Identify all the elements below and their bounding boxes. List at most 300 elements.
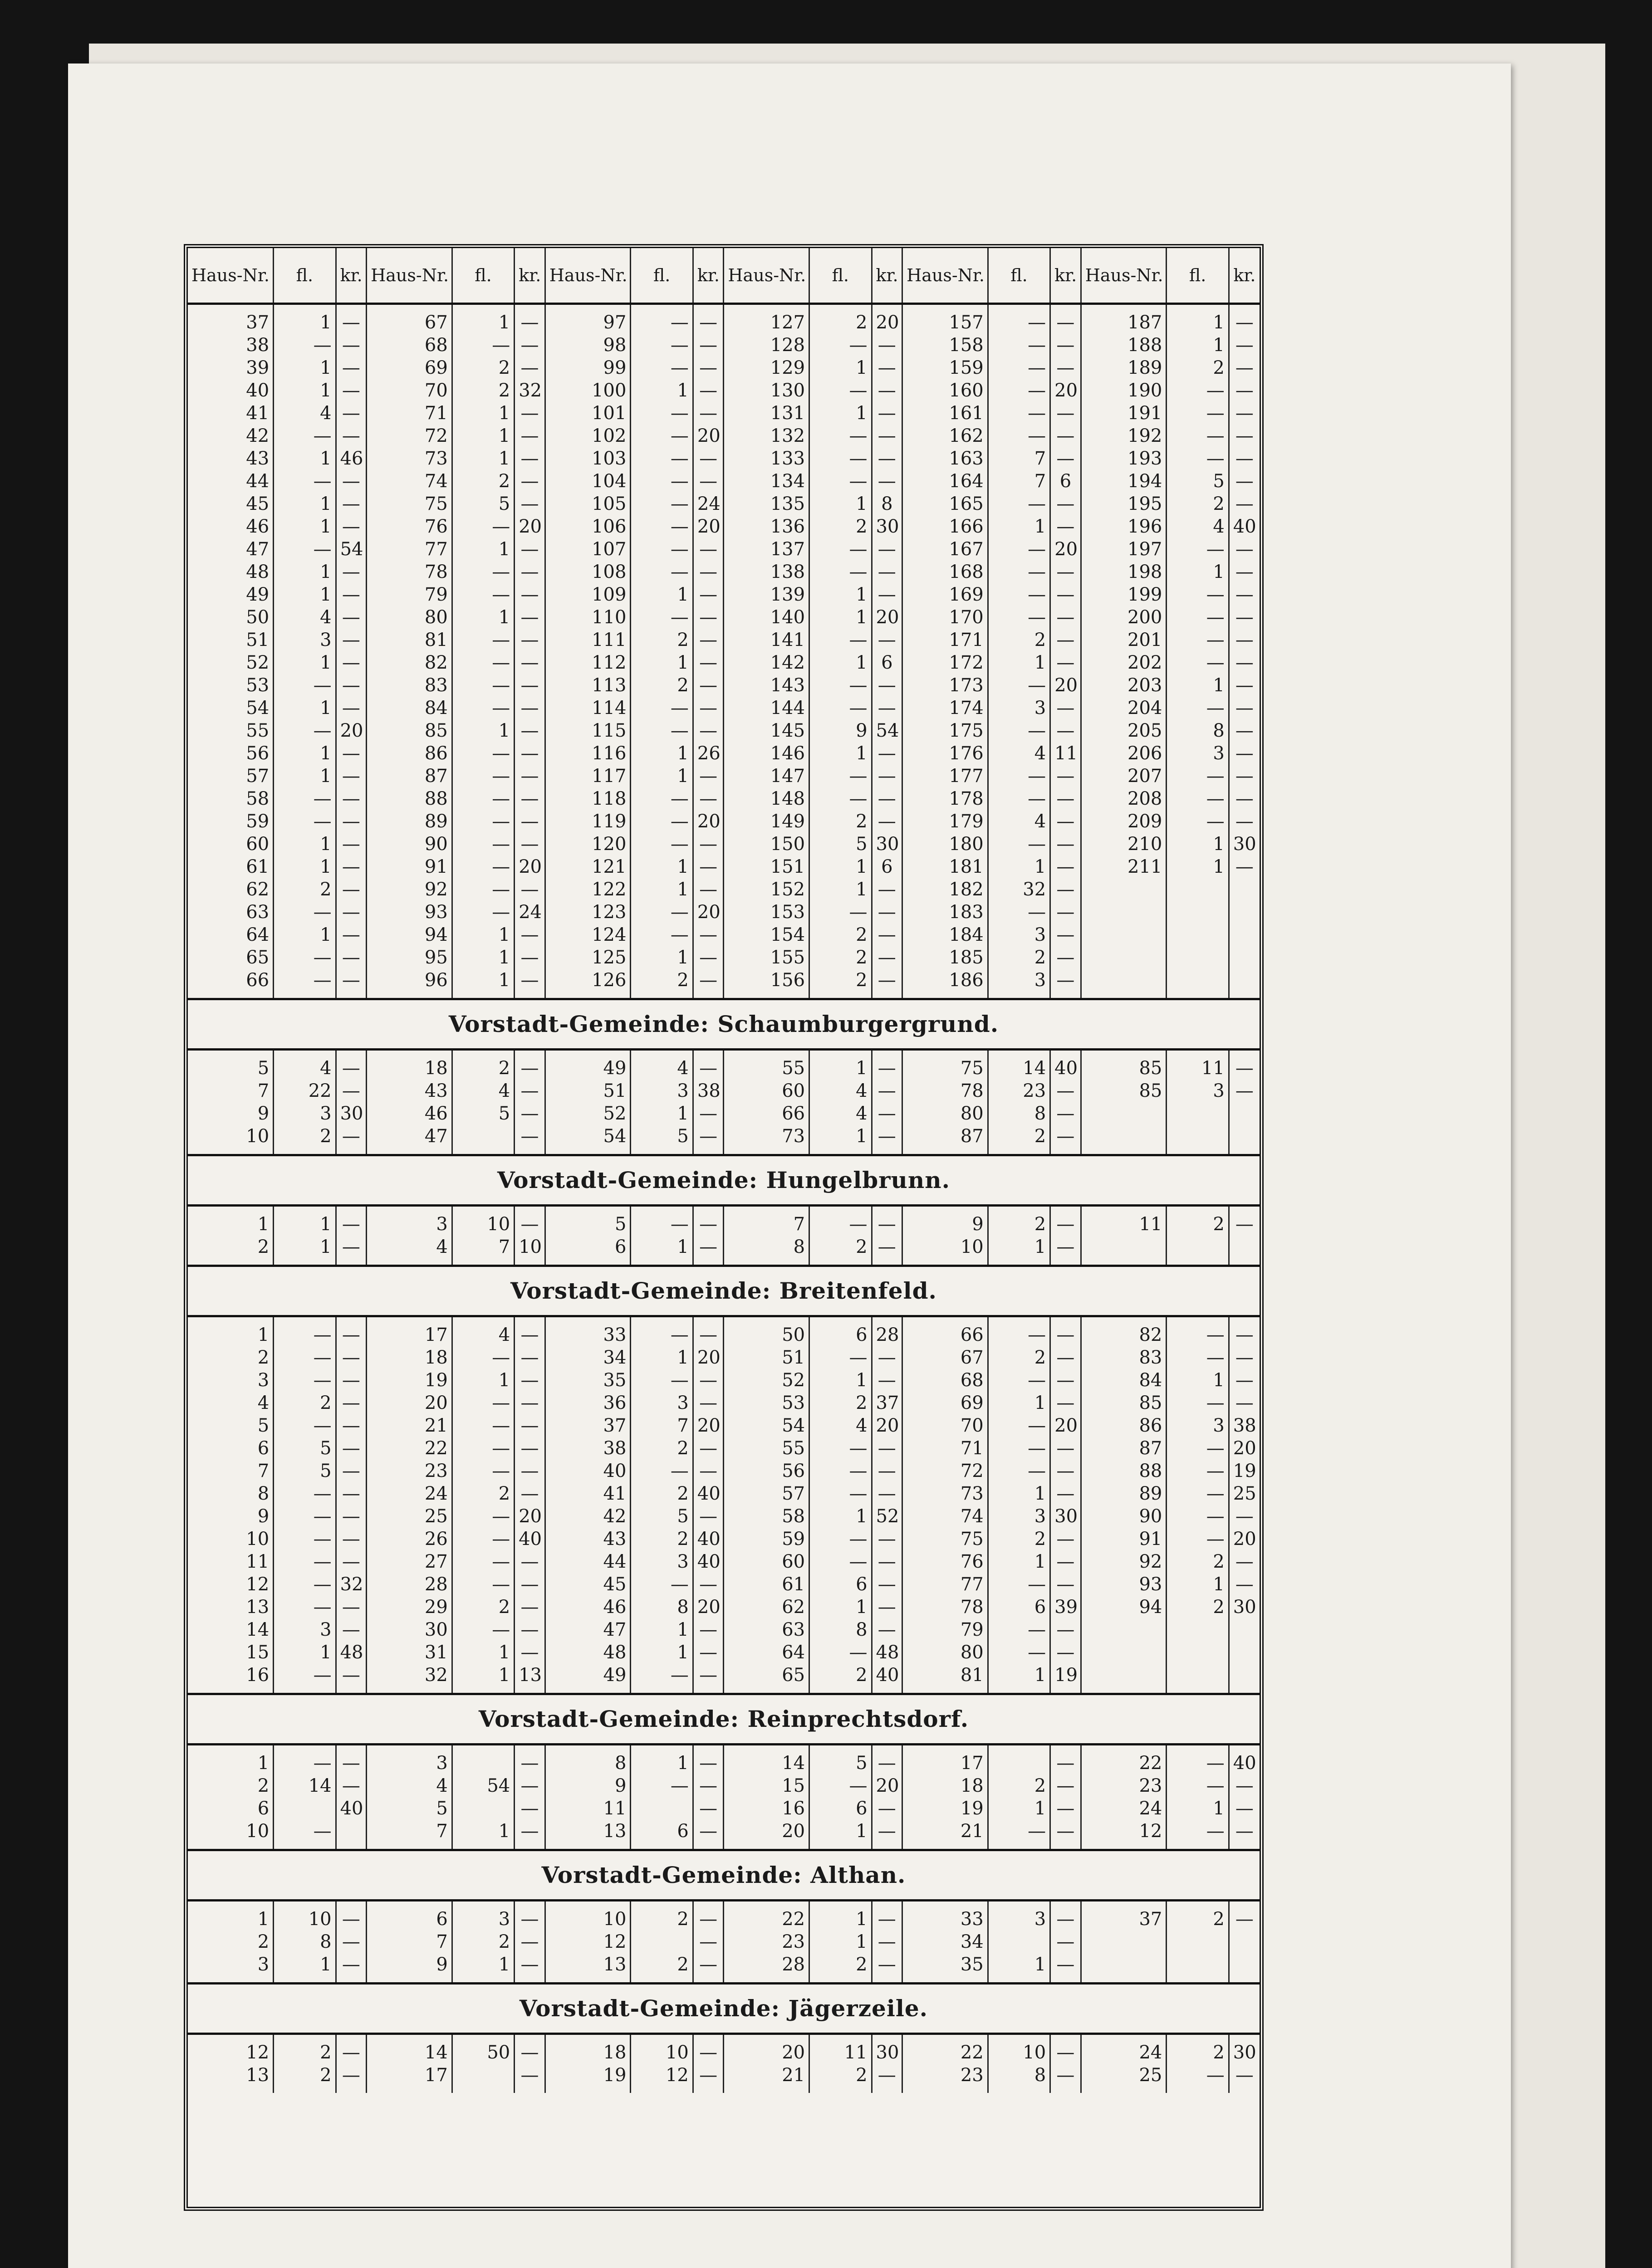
gulden-cell: — [452, 1573, 514, 1596]
kreuzer-cell [1229, 969, 1260, 992]
kreuzer-cell: — [872, 787, 902, 810]
kreuzer-cell: — [872, 1213, 902, 1236]
spacer-cell [188, 1901, 274, 1908]
gulden-cell: — [452, 583, 514, 606]
house-number-cell: 40 [246, 380, 270, 401]
kreuzer-cell: 38 [1229, 1414, 1260, 1437]
kreuzer-cell: — [336, 1414, 367, 1437]
house-number-cell: 15 [246, 1642, 270, 1663]
spacer-row [188, 2087, 1260, 2093]
table-row [188, 1482, 1260, 1505]
house-number-cell: 168 [902, 561, 988, 583]
gulden-cell: — [631, 787, 693, 810]
kreuzer-cell: — [1229, 1820, 1260, 1843]
gulden-cell: — [274, 810, 336, 833]
gulden-cell: 1 [1167, 334, 1229, 357]
kreuzer-cell: — [1050, 1213, 1081, 1236]
spacer-cell [1081, 2034, 1167, 2042]
spacer-cell [545, 2087, 631, 2093]
kreuzer-cell: — [1050, 1460, 1081, 1482]
house-number-cell: 6 [257, 1438, 270, 1459]
kreuzer-cell: 20 [693, 1414, 724, 1437]
spacer-cell [367, 1050, 452, 1057]
house-number-cell: 8 [724, 1236, 809, 1258]
kreuzer-cell: — [872, 583, 902, 606]
spacer-cell [1167, 1258, 1229, 1266]
house-number-cell: 80 [902, 1641, 988, 1664]
gulden-cell: — [988, 1414, 1050, 1437]
kreuzer-cell: — [336, 1664, 367, 1686]
gulden-cell: 2 [274, 1125, 336, 1148]
spacer-cell [545, 1686, 631, 1694]
house-number-cell: 84 [367, 697, 452, 719]
gulden-cell: — [631, 515, 693, 538]
house-number-cell: 60 [246, 834, 270, 855]
kreuzer-cell: — [872, 1125, 902, 1148]
house-number-cell: 28 [724, 1953, 809, 1976]
gulden-cell: — [452, 674, 514, 697]
house-number-cell: 4 [257, 1393, 270, 1413]
kreuzer-cell: — [693, 1437, 724, 1460]
table-row [188, 1641, 1260, 1664]
house-number-cell: 37 [246, 312, 270, 333]
table-row [188, 425, 1260, 447]
kreuzer-cell: — [515, 629, 545, 651]
house-number-cell: 9 [257, 1103, 270, 1124]
spacer-cell [1229, 1258, 1260, 1266]
gulden-cell: 2 [1167, 1596, 1229, 1618]
house-number-cell: 24 [367, 1482, 452, 1505]
house-number-cell: 7 [724, 1213, 809, 1236]
house-number-cell: 22 [367, 1437, 452, 1460]
kreuzer-cell: — [515, 606, 545, 629]
spacer-cell [274, 992, 336, 999]
table-row [188, 810, 1260, 833]
house-number-cell: 58 [246, 788, 270, 809]
kreuzer-cell: — [1050, 1369, 1081, 1392]
house-number-cell: 10 [246, 1529, 270, 1549]
spacer-cell [336, 1258, 367, 1266]
gulden-cell: 14 [988, 1057, 1050, 1080]
spacer-cell [274, 1206, 336, 1213]
kreuzer-cell: — [515, 2064, 545, 2087]
house-number-cell: 88 [1081, 1460, 1167, 1482]
house-number-cell: 98 [545, 334, 631, 357]
house-number-cell: 42 [246, 425, 270, 446]
gulden-cell: 6 [988, 1596, 1050, 1618]
table-row [188, 1346, 1260, 1369]
spacer-cell [1081, 1316, 1167, 1324]
house-number-cell: 14 [246, 1619, 270, 1640]
kreuzer-cell: — [872, 1102, 902, 1125]
house-number-cell: 94 [1081, 1596, 1167, 1618]
kreuzer-cell: — [1050, 334, 1081, 357]
gulden-cell: 1 [274, 357, 336, 379]
kreuzer-cell: — [872, 402, 902, 425]
kreuzer-cell: 20 [515, 855, 545, 878]
gulden-cell: — [1167, 606, 1229, 629]
column-header: kr. [1229, 248, 1260, 304]
spacer-cell [988, 1901, 1050, 1908]
spacer-cell [274, 2034, 336, 2042]
kreuzer-cell: — [1229, 1213, 1260, 1236]
house-number-cell: 153 [724, 901, 809, 924]
spacer-cell [724, 1148, 809, 1155]
tax-table-frame [184, 244, 1264, 2211]
gulden-cell [988, 1931, 1050, 1953]
gulden-cell: — [809, 447, 872, 470]
kreuzer-cell: — [336, 1908, 367, 1931]
gulden-cell: 1 [809, 855, 872, 878]
kreuzer-cell: — [336, 1752, 367, 1774]
house-number-cell: 55 [724, 1437, 809, 1460]
gulden-cell: — [809, 379, 872, 402]
gulden-cell: 3 [988, 1505, 1050, 1528]
house-number-cell: 111 [545, 629, 631, 651]
kreuzer-cell [1229, 901, 1260, 924]
gulden-cell: — [274, 787, 336, 810]
gulden-cell: — [631, 311, 693, 334]
kreuzer-cell: — [872, 969, 902, 992]
gulden-cell [1167, 1102, 1229, 1125]
gulden-cell: 1 [452, 969, 514, 992]
spacer-cell [809, 1316, 872, 1324]
spacer-cell [902, 1050, 988, 1057]
gulden-cell: — [274, 1346, 336, 1369]
gulden-cell: — [452, 878, 514, 901]
spacer-row [188, 2034, 1260, 2042]
house-tax-table [188, 248, 1260, 2093]
house-number-cell: 51 [545, 1080, 631, 1102]
section-title-row [188, 1155, 1260, 1206]
gulden-cell: 1 [809, 1931, 872, 1953]
kreuzer-cell: — [1050, 697, 1081, 719]
house-number-cell: 64 [246, 924, 270, 945]
kreuzer-cell: — [515, 924, 545, 946]
gulden-cell: 3 [631, 1080, 693, 1102]
house-number-cell: 179 [902, 810, 988, 833]
spacer-cell [515, 1050, 545, 1057]
gulden-cell: 2 [988, 1528, 1050, 1550]
house-number-cell: 5 [257, 1058, 270, 1079]
spacer-row [188, 1686, 1260, 1694]
gulden-cell: 1 [274, 515, 336, 538]
house-number-cell: 24 [1081, 2041, 1167, 2064]
table-row [188, 379, 1260, 402]
gulden-cell: 7 [631, 1414, 693, 1437]
gulden-cell: — [631, 1324, 693, 1346]
spacer-row [188, 1901, 1260, 1908]
kreuzer-cell: — [1229, 1774, 1260, 1797]
spacer-cell [274, 1316, 336, 1324]
gulden-cell [1167, 946, 1229, 969]
spacer-cell [452, 1258, 514, 1266]
kreuzer-cell: — [1229, 787, 1260, 810]
house-number-cell: 62 [724, 1596, 809, 1618]
kreuzer-cell: — [693, 833, 724, 855]
kreuzer-cell: 19 [1050, 1664, 1081, 1686]
gulden-cell: 11 [809, 2041, 872, 2064]
house-number-cell: 9 [902, 1213, 988, 1236]
spacer-cell [336, 1901, 367, 1908]
gulden-cell: 5 [809, 833, 872, 855]
table-row [188, 2041, 1260, 2064]
gulden-cell: 5 [631, 1505, 693, 1528]
kreuzer-cell: — [872, 1236, 902, 1258]
kreuzer-cell: — [872, 1057, 902, 1080]
kreuzer-cell: — [515, 583, 545, 606]
gulden-cell: 1 [452, 538, 514, 561]
gulden-cell: 1 [274, 583, 336, 606]
spacer-cell [809, 1206, 872, 1213]
spacer-cell [809, 1976, 872, 1984]
spacer-cell [1081, 1843, 1167, 1850]
spacer-cell [452, 1206, 514, 1213]
kreuzer-cell: 40 [693, 1550, 724, 1573]
house-number-cell: 122 [545, 878, 631, 901]
gulden-cell: — [452, 1346, 514, 1369]
house-number-cell [1081, 1618, 1167, 1641]
house-number-cell: 79 [902, 1618, 988, 1641]
kreuzer-cell: — [336, 1505, 367, 1528]
house-number-cell: 78 [902, 1596, 988, 1618]
spacer-cell [902, 304, 988, 312]
kreuzer-cell: 20 [1229, 1437, 1260, 1460]
gulden-cell: 1 [274, 1213, 336, 1236]
kreuzer-cell: — [515, 1346, 545, 1369]
house-number-cell: 66 [724, 1102, 809, 1125]
gulden-cell: 3 [988, 924, 1050, 946]
gulden-cell: 1 [809, 742, 872, 765]
table-row [188, 1213, 1260, 1236]
house-number-cell: 53 [724, 1392, 809, 1414]
kreuzer-cell [1229, 1618, 1260, 1641]
house-number-cell: 211 [1081, 855, 1167, 878]
kreuzer-cell: 24 [515, 901, 545, 924]
house-number-cell: 23 [1081, 1774, 1167, 1797]
house-number-cell: 117 [545, 765, 631, 787]
house-number-cell: 6 [257, 1798, 270, 1819]
gulden-cell: — [1167, 402, 1229, 425]
house-number-cell: 46 [545, 1596, 631, 1618]
gulden-cell: — [1167, 447, 1229, 470]
spacer-cell [452, 2087, 514, 2093]
gulden-cell: — [274, 334, 336, 357]
house-number-cell: 67 [367, 311, 452, 334]
house-number-cell: 76 [367, 515, 452, 538]
kreuzer-cell: — [515, 719, 545, 742]
spacer-row [188, 1206, 1260, 1213]
kreuzer-cell: 40 [1229, 515, 1260, 538]
gulden-cell: 1 [274, 651, 336, 674]
table-row [188, 538, 1260, 561]
spacer-cell [1081, 1976, 1167, 1984]
kreuzer-cell: — [693, 1125, 724, 1148]
spacer-cell [1050, 1206, 1081, 1213]
house-number-cell: 66 [246, 970, 270, 991]
gulden-cell: 2 [1167, 1213, 1229, 1236]
gulden-cell: 12 [631, 2064, 693, 2087]
spacer-cell [872, 1316, 902, 1324]
gulden-cell: 1 [988, 1482, 1050, 1505]
spacer-cell [902, 1745, 988, 1752]
spacer-cell [988, 1843, 1050, 1850]
spacer-cell [902, 1148, 988, 1155]
house-number-cell: 21 [902, 1820, 988, 1843]
kreuzer-cell [1229, 1641, 1260, 1664]
kreuzer-cell: — [1050, 1931, 1081, 1953]
spacer-cell [631, 304, 693, 312]
house-number-cell: 37 [1081, 1908, 1167, 1931]
spacer-row [188, 1148, 1260, 1155]
gulden-cell: 1 [809, 1125, 872, 1148]
kreuzer-cell: — [693, 878, 724, 901]
gulden-cell [1167, 1618, 1229, 1641]
kreuzer-cell: — [336, 651, 367, 674]
gulden-cell: 1 [1167, 311, 1229, 334]
column-header: Haus-Nr. [1081, 248, 1167, 304]
kreuzer-cell [1229, 1236, 1260, 1258]
kreuzer-cell: — [1229, 311, 1260, 334]
kreuzer-cell: — [515, 1482, 545, 1505]
gulden-cell: 1 [274, 379, 336, 402]
spacer-cell [724, 1686, 809, 1694]
house-number-cell: 1 [257, 1214, 270, 1235]
kreuzer-cell: — [515, 674, 545, 697]
section-title: Vorstadt-Gemeinde: Hungelbrunn. [188, 1155, 1260, 1206]
gulden-cell: — [809, 1346, 872, 1369]
gulden-cell: — [988, 606, 1050, 629]
column-header: kr. [1050, 248, 1081, 304]
spacer-cell [724, 1050, 809, 1057]
kreuzer-cell: 30 [1050, 1505, 1081, 1528]
table-row [188, 1573, 1260, 1596]
house-number-cell: 62 [246, 879, 270, 900]
kreuzer-cell: — [1229, 765, 1260, 787]
kreuzer-cell: — [872, 447, 902, 470]
house-number-cell: 45 [246, 494, 270, 514]
spacer-cell [188, 1745, 274, 1752]
gulden-cell: — [631, 901, 693, 924]
house-number-cell: 8 [545, 1752, 631, 1774]
gulden-cell: 3 [988, 697, 1050, 719]
gulden-cell: 1 [274, 833, 336, 855]
spacer-cell [631, 2034, 693, 2042]
spacer-cell [724, 2087, 809, 2093]
kreuzer-cell: — [336, 1346, 367, 1369]
gulden-cell: 2 [809, 1392, 872, 1414]
kreuzer-cell: — [1050, 651, 1081, 674]
house-number-cell: 68 [902, 1369, 988, 1392]
spacer-cell [872, 1745, 902, 1752]
spacer-cell [872, 1148, 902, 1155]
gulden-cell: — [809, 561, 872, 583]
gulden-cell: 1 [274, 561, 336, 583]
house-number-cell: 61 [724, 1573, 809, 1596]
house-number-cell: 164 [902, 470, 988, 493]
table-row [188, 515, 1260, 538]
kreuzer-cell: 6 [1050, 470, 1081, 493]
kreuzer-cell: 20 [872, 311, 902, 334]
house-number-cell: 205 [1081, 719, 1167, 742]
gulden-cell: — [274, 1528, 336, 1550]
gulden-cell: 1 [809, 402, 872, 425]
spacer-cell [274, 1050, 336, 1057]
spacer-cell [367, 1686, 452, 1694]
kreuzer-cell: — [1229, 1346, 1260, 1369]
kreuzer-cell: — [693, 1908, 724, 1931]
spacer-cell [515, 1316, 545, 1324]
spacer-cell [274, 1148, 336, 1155]
spacer-cell [902, 1258, 988, 1266]
house-number-cell: 63 [246, 902, 270, 923]
house-number-cell: 126 [545, 969, 631, 992]
table-row [188, 2064, 1260, 2087]
gulden-cell: 10 [631, 2041, 693, 2064]
spacer-cell [809, 1148, 872, 1155]
house-number-cell: 124 [545, 924, 631, 946]
gulden-cell: 1 [988, 1392, 1050, 1414]
gulden-cell: 5 [274, 1460, 336, 1482]
house-number-cell: 76 [902, 1550, 988, 1573]
gulden-cell: — [274, 1573, 336, 1596]
gulden-cell: — [274, 1414, 336, 1437]
kreuzer-cell: — [872, 334, 902, 357]
house-number-cell: 93 [1081, 1573, 1167, 1596]
spacer-cell [872, 992, 902, 999]
house-number-cell: 73 [367, 447, 452, 470]
spacer-cell [872, 1050, 902, 1057]
house-number-cell: 210 [1081, 833, 1167, 855]
spacer-cell [988, 1316, 1050, 1324]
gulden-cell: 8 [631, 1596, 693, 1618]
house-number-cell: 11 [1081, 1213, 1167, 1236]
house-number-cell: 71 [902, 1437, 988, 1460]
kreuzer-cell: — [336, 833, 367, 855]
house-number-cell [1081, 1102, 1167, 1125]
house-number-cell: 142 [724, 651, 809, 674]
spacer-cell [631, 1843, 693, 1850]
kreuzer-cell: — [1050, 810, 1081, 833]
gulden-cell: 1 [988, 1953, 1050, 1976]
house-number-cell: 190 [1081, 379, 1167, 402]
table-row [188, 697, 1260, 719]
spacer-cell [545, 1316, 631, 1324]
gulden-cell: 2 [452, 1931, 514, 1953]
house-number-cell: 182 [902, 878, 988, 901]
spacer-cell [693, 1316, 724, 1324]
house-number-cell: 50 [724, 1324, 809, 1346]
kreuzer-cell: — [1229, 2064, 1260, 2087]
gulden-cell: — [631, 1573, 693, 1596]
gulden-cell: 5 [631, 1125, 693, 1148]
kreuzer-cell: — [336, 1236, 367, 1258]
gulden-cell: 1 [452, 924, 514, 946]
gulden-cell: 3 [1167, 1414, 1229, 1437]
spacer-cell [988, 992, 1050, 999]
house-number-cell: 10 [246, 1126, 270, 1147]
table-row [188, 719, 1260, 742]
kreuzer-cell: 39 [1050, 1596, 1081, 1618]
house-number-cell: 33 [545, 1324, 631, 1346]
kreuzer-cell: — [336, 969, 367, 992]
gulden-cell: — [988, 719, 1050, 742]
gulden-cell: 1 [988, 651, 1050, 674]
kreuzer-cell: — [1229, 674, 1260, 697]
gulden-cell: 1 [809, 1505, 872, 1528]
house-number-cell: 193 [1081, 447, 1167, 470]
gulden-cell: 2 [452, 470, 514, 493]
